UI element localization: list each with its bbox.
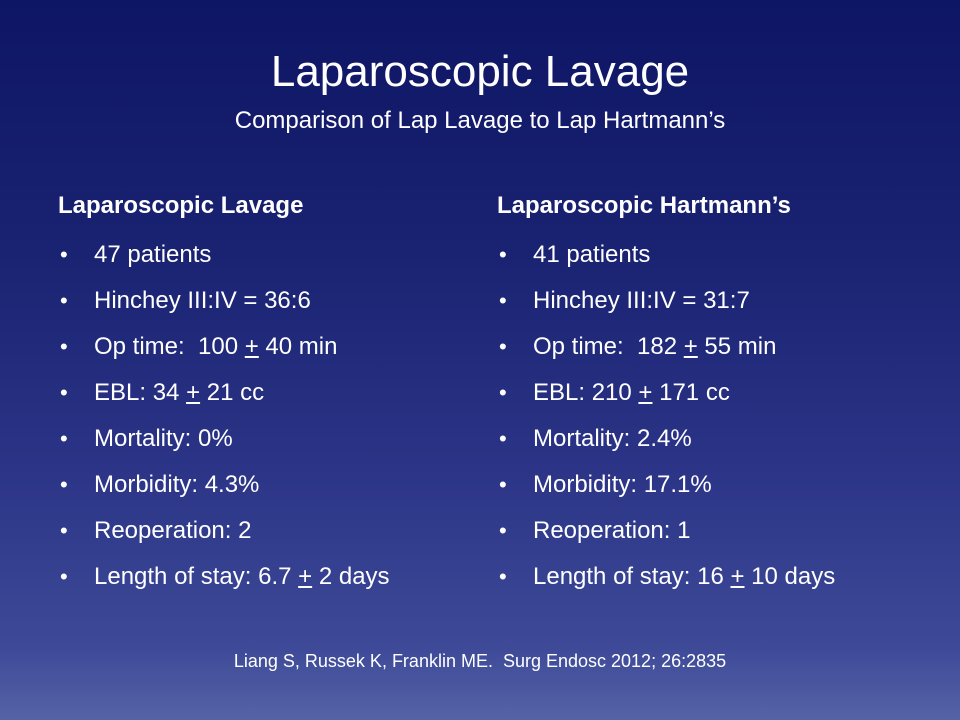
lavage-hinchey: Hinchey III:IV = 36:6 [94, 287, 311, 314]
slide-subtitle: Comparison of Lap Lavage to Lap Hartmann’s [234, 107, 726, 134]
hartmann-morbidity: Morbidity: 17.1% [533, 471, 712, 498]
hartmann-ebl-suffix: 171 cc [652, 379, 730, 406]
lavage-list [58, 232, 478, 600]
bullet-icon: • [499, 518, 507, 543]
list-item [497, 324, 917, 370]
lavage-op-time-suffix: 40 min [258, 333, 338, 360]
bullet-icon: • [60, 564, 68, 589]
bullet-icon: • [499, 334, 507, 359]
plus-minus-sign: + [244, 333, 259, 360]
list-item [497, 278, 917, 324]
bullet-icon: • [499, 242, 507, 267]
bullet-icon: • [60, 288, 68, 313]
plus-minus-sign: + [186, 379, 201, 406]
bullet-icon: • [60, 242, 68, 267]
list-item [497, 508, 917, 554]
bullet-icon: • [499, 426, 507, 451]
list-item [497, 416, 917, 462]
list-item [58, 278, 478, 324]
lavage-reoperation: Reoperation: 2 [94, 517, 252, 544]
hartmann-list [497, 232, 917, 600]
list-item [58, 462, 478, 508]
hartmann-ebl-prefix: EBL: 210 [533, 379, 639, 406]
bullet-icon: • [60, 426, 68, 451]
plus-minus-sign: + [730, 563, 745, 590]
list-item [58, 554, 478, 600]
lavage-ebl-suffix: 21 cc [200, 379, 265, 406]
list-item [58, 508, 478, 554]
list-item [497, 232, 917, 278]
bullet-icon: • [60, 334, 68, 359]
list-item [58, 370, 478, 416]
citation: Liang S, Russek K, Franklin ME. Surg Endosc 2012; 26:2835 [233, 651, 727, 671]
hartmann-reoperation: Reoperation: 1 [533, 517, 691, 544]
hartmann-mortality: Mortality: 2.4% [533, 425, 692, 452]
lavage-heading: Laparoscopic Lavage [58, 192, 304, 219]
lavage-mortality: Mortality: 0% [94, 425, 233, 452]
hartmann-column [497, 188, 917, 600]
plus-minus-sign: + [298, 563, 313, 590]
lavage-column [58, 188, 478, 600]
list-item [497, 554, 917, 600]
list-item [497, 370, 917, 416]
hartmann-op-time-suffix: 55 min [697, 333, 777, 360]
plus-minus-sign: + [683, 333, 698, 360]
list-item [58, 416, 478, 462]
bullet-icon: • [60, 472, 68, 497]
plus-minus-sign: + [638, 379, 653, 406]
slide-title: Laparoscopic Lavage [270, 47, 690, 96]
bullet-icon: • [499, 564, 507, 589]
hartmann-los-suffix: 10 days [744, 563, 836, 590]
bullet-icon: • [499, 380, 507, 405]
bullet-icon: • [499, 288, 507, 313]
bullet-icon: • [60, 518, 68, 543]
list-item [58, 232, 478, 278]
bullet-icon: • [60, 380, 68, 405]
hartmann-heading: Laparoscopic Hartmann’s [497, 192, 791, 219]
lavage-morbidity: Morbidity: 4.3% [94, 471, 260, 498]
list-item [497, 462, 917, 508]
hartmann-hinchey: Hinchey III:IV = 31:7 [533, 287, 750, 314]
bullet-icon: • [499, 472, 507, 497]
hartmann-op-time-prefix: Op time: 182 [533, 333, 684, 360]
hartmann-patients: 41 patients [533, 241, 651, 268]
list-item [58, 324, 478, 370]
lavage-patients: 47 patients [94, 241, 212, 268]
lavage-ebl-prefix: EBL: 34 [94, 379, 187, 406]
lavage-op-time-prefix: Op time: 100 [94, 333, 245, 360]
lavage-los-suffix: 2 days [312, 563, 390, 590]
lavage-los-prefix: Length of stay: 6.7 [94, 563, 299, 590]
hartmann-los-prefix: Length of stay: 16 [533, 563, 731, 590]
